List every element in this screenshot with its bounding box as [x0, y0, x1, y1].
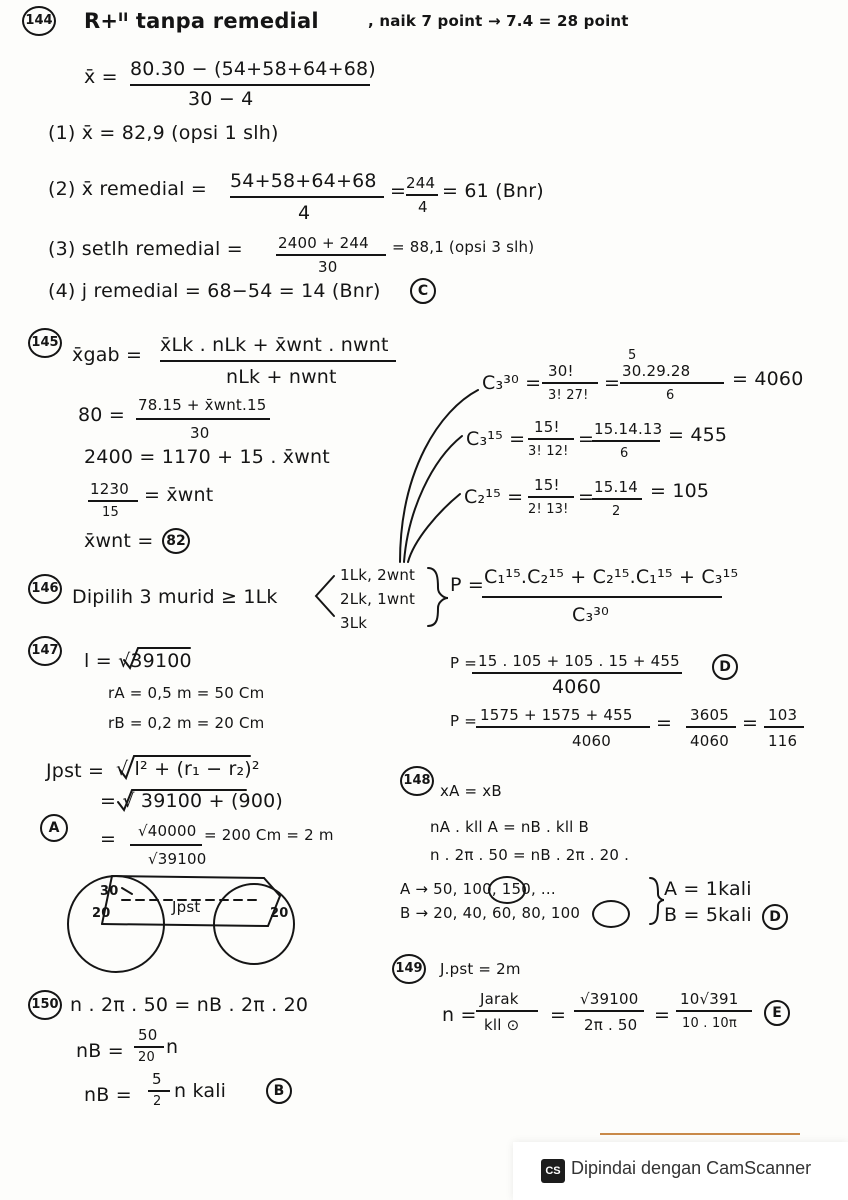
- p146-p-denominator: C₃³⁰: [572, 604, 609, 626]
- comb-c15-3-den: 3! 12!: [528, 444, 569, 459]
- p144-option-3-result: = 88,1 (opsi 3 slh): [392, 238, 535, 256]
- comb-c30-result: = 4060: [732, 368, 804, 390]
- p144-option-3-numerator: 2400 + 244: [278, 234, 369, 252]
- p147-l: l = √39100: [84, 650, 192, 672]
- p146-case-3: 3Lk: [340, 614, 368, 632]
- p144-option-4: (4) j remedial = 68−54 = 14 (Bnr): [48, 280, 381, 302]
- p149-n-lhs: n =: [442, 1004, 477, 1026]
- p150-line3-num: 5: [152, 1070, 162, 1088]
- p149-n-den: kll ⊙: [484, 1016, 520, 1034]
- p147-line3-denominator: √39100: [148, 850, 207, 868]
- p147-answer: A: [40, 814, 68, 842]
- p144-option-2-mid-den: 4: [418, 198, 428, 216]
- p148-result-a: A = 1kali: [664, 878, 752, 900]
- p149-n-num: Jarak: [480, 990, 519, 1008]
- comb-c30-mid-num: 30.29.28: [622, 362, 691, 380]
- p144-option-2-numerator: 54+58+64+68: [230, 170, 377, 192]
- problem-number-146: 146: [28, 574, 62, 604]
- sqrt-sign: [120, 756, 250, 778]
- comb-c15-3-num: 15!: [534, 418, 560, 436]
- sqrt-sign: [118, 790, 246, 810]
- p149-answer: E: [764, 1000, 790, 1026]
- p150-line2-den: 20: [138, 1050, 155, 1065]
- p144-option-3-lhs: (3) setlh remedial =: [48, 238, 243, 260]
- p146-case-1: 1Lk, 2wnt: [340, 566, 416, 584]
- p148-line1: xA = xB: [440, 782, 502, 800]
- p146-text: Dipilih 3 murid ≥ 1Lk: [72, 586, 278, 608]
- comb-c15-2-mid-num: 15.14: [594, 478, 638, 496]
- p146-p2-denominator: 4060: [552, 676, 602, 698]
- p146-p-numerator: C₁¹⁵.C₂¹⁵ + C₂¹⁵.C₁¹⁵ + C₃¹⁵: [484, 566, 739, 588]
- p148-line2: nA . kll A = nB . kll B: [430, 818, 590, 836]
- p148-result-b: B = 5kali: [664, 904, 752, 926]
- scan-edge-line: [600, 1133, 800, 1135]
- p150-line1: n . 2π . 50 = nB . 2π . 20: [70, 994, 309, 1016]
- case-brace-left: [316, 576, 334, 616]
- p144-answer: C: [410, 278, 436, 304]
- problem-number-150: 150: [28, 990, 62, 1020]
- p147-figure-20a: 20: [92, 906, 111, 921]
- p146-p3-result-num: 103: [768, 706, 798, 724]
- p149-line1: J.pst = 2m: [440, 960, 521, 978]
- p144-option-2-lhs: (2) x̄ remedial =: [48, 178, 207, 200]
- comb-c30-mid-den: 6: [666, 388, 675, 403]
- comb-c15-2-num: 15!: [534, 476, 560, 494]
- p147-line3-lhs: =: [100, 828, 117, 850]
- p146-p2-lhs: P =: [450, 654, 477, 672]
- belt-top: [112, 876, 264, 878]
- p145-answer: 82: [162, 528, 190, 554]
- pulley-b: [214, 884, 294, 964]
- p144-option-2-result: = 61 (Bnr): [442, 180, 544, 202]
- p147-jpst-expr: √ l² + (r₁ − r₂)²: [116, 758, 260, 780]
- p150-line3-den: 2: [153, 1094, 162, 1109]
- comb-c15-2-result: = 105: [650, 480, 710, 502]
- p144-mean-denominator: 30 − 4: [188, 88, 254, 110]
- p148-seq-a: A → 50, 100, 150, ...: [400, 880, 556, 898]
- p150-line3-rhs: n kali: [174, 1080, 227, 1102]
- p146-p3-result-den: 116: [768, 732, 798, 750]
- p146-p3-mid-num: 3605: [690, 706, 729, 724]
- p148-answer: D: [762, 904, 788, 930]
- comb-c15-3-result: = 455: [668, 424, 728, 446]
- p145-numerator: x̄Lk . nLk + x̄wnt . nwnt: [160, 334, 389, 356]
- p146-p3-denominator: 4060: [572, 732, 611, 750]
- p144-option-2-mid-num: 244: [406, 174, 436, 192]
- p145-line3: 2400 = 1170 + 15 . x̄wnt: [84, 446, 330, 468]
- p144-option-2-denominator: 4: [298, 202, 311, 224]
- p147-line2: = √ 39100 + (900): [100, 790, 284, 812]
- p144-option-3-denominator: 30: [318, 258, 338, 276]
- link-stroke: [400, 390, 478, 562]
- tick-mark: [122, 888, 132, 894]
- p146-p3-lhs: P =: [450, 712, 477, 730]
- camscanner-logo-icon: CS: [541, 1159, 565, 1183]
- p147-figure-label: Jpst: [172, 898, 201, 916]
- problem-number-149: 149: [392, 954, 426, 984]
- p145-line2-numerator: 78.15 + x̄wnt.15: [138, 396, 267, 414]
- p147-line3-result: = 200 Cm = 2 m: [204, 826, 334, 844]
- p150-answer: B: [266, 1078, 292, 1104]
- scanned-page: 144 R+ᴵᴵ tanpa remedial , naik 7 point → 7.4 = 28 point x̄ = 80.30 − (54+58+64+68) 30 − 4 (1) x̄ = 82,9 (opsi 1 slh) (2) x̄ remedial = 54+58+64+68 4 = 244 4 = 61 (Bnr) (3) setlh remedial = 2400 + 244 30 = 88,1 (opsi 3 slh) (4) j remedial = 68−54 = 14 (Bnr) C 145 x̄gab = x̄Lk . nLk + x̄wnt . nwnt nLk + nwnt 80 = 78.15 + x̄wnt.15 30 2400 = 1170 + 15 . x̄wnt 1230 15 = x̄wnt x̄wnt = 82 C₃³⁰ = 30! 3! 27! = 5 30.29.28 6 = 4060 C₃¹⁵ = 15! 3! 12! = 15.14.13 6 = 455 C₂¹⁵ = 15! 2! 13! = 15.14 2 = 105 146 Dipilih 3 murid ≥ 1Lk 1Lk, 2wnt 2Lk, 1wnt 3Lk P = C₁¹⁵.C₂¹⁵ + C₂¹⁵.C₁¹⁵ + C₃¹⁵ C₃³⁰ P = 15 . 105 + 105 . 15 + 455 4060 D P = 1575 + 1575 + 455 4060 = 3605 4060 = 103 116 147 l = √39100 rA = 0,5 m = 50 Cm rB = 0,2 m = 20 Cm Jpst = √ l² + (r₁ − r₂)² = √ 39100 + (900) A = √40000 √39100 = 200 Cm = 2 m 30 20 20 Jpst 148 xA = xB nA . kll A = nB . kll B n . 2π . 50 = nB . 2π . 20 . A → 50, 100, 150, ... B → 20, 40, 60, 80, 100 A = 1kali B = 5kali D 149 J.pst = 2m n = Jarak kll ⊙ = √39100 2π . 50 = 10√391 10 . 10π E 150 n . 2π . 50 = nB . 2π . 20 nB = 50 20 n nB = 5 2 n kali B CS Dipindai dengan CamScanner: [0, 0, 848, 1200]
- p146-p-lhs: P =: [450, 574, 485, 596]
- p144-header: R+ᴵᴵ tanpa remedial: [84, 9, 319, 33]
- p149-mid-den: 2π . 50: [584, 1016, 638, 1034]
- p146-case-2: 2Lk, 1wnt: [340, 590, 416, 608]
- sqrt-sign: [124, 648, 190, 668]
- problem-number-148: 148: [400, 766, 434, 796]
- p146-answer: D: [712, 654, 738, 680]
- comb-c15-2-mid-den: 2: [612, 504, 621, 519]
- p145-denominator: nLk + nwnt: [226, 366, 337, 388]
- p150-line3-lhs: nB =: [84, 1084, 132, 1106]
- p147-jpst-lhs: Jpst =: [46, 760, 105, 782]
- p145-line2-denominator: 30: [190, 424, 210, 442]
- comb-c15-3-mid-den: 6: [620, 446, 629, 461]
- problem-number-147: 147: [28, 636, 62, 666]
- p149-mid-num: √39100: [580, 990, 639, 1008]
- p146-p2-numerator: 15 . 105 + 105 . 15 + 455: [478, 652, 680, 670]
- p146-p3-numerator: 1575 + 1575 + 455: [480, 706, 633, 724]
- comb-c30-den: 3! 27!: [548, 388, 589, 403]
- p147-figure-30: 30: [100, 884, 119, 899]
- p147-ra: rA = 0,5 m = 50 Cm: [108, 684, 265, 702]
- p149-result-num: 10√391: [680, 990, 739, 1008]
- p145-lhs: x̄gab =: [72, 344, 143, 366]
- p148-brace: [650, 878, 664, 924]
- p144-option-1: (1) x̄ = 82,9 (opsi 1 slh): [48, 122, 279, 144]
- p145-line5: x̄wnt =: [84, 530, 154, 552]
- camscanner-text: Dipindai dengan CamScanner: [571, 1158, 812, 1178]
- p149-result-den: 10 . 10π: [682, 1016, 737, 1031]
- comb-c15-2-den: 2! 13!: [528, 502, 569, 517]
- comb-c15-2-lhs: C₂¹⁵ =: [464, 486, 524, 508]
- p145-line2-lhs: 80 =: [78, 404, 125, 426]
- p145-line4-numerator: 1230: [90, 480, 129, 498]
- comb-c30-lhs: C₃³⁰ =: [482, 372, 542, 394]
- belt-left: [102, 876, 112, 924]
- p146-p3-mid-den: 4060: [690, 732, 729, 750]
- p148-seq-b: B → 20, 40, 60, 80, 100: [400, 904, 581, 922]
- p144-mean-numerator: 80.30 − (54+58+64+68): [130, 58, 376, 80]
- p144-mean-lhs: x̄ =: [84, 66, 118, 88]
- p147-rb: rB = 0,2 m = 20 Cm: [108, 714, 265, 732]
- belt-bottom: [102, 924, 268, 926]
- p150-line2-rhs: n: [166, 1036, 179, 1058]
- comb-c15-3-lhs: C₃¹⁵ =: [466, 428, 526, 450]
- comb-c15-3-mid-num: 15.14.13: [594, 420, 663, 438]
- p150-line2-lhs: nB =: [76, 1040, 124, 1062]
- p150-line2-num: 50: [138, 1026, 158, 1044]
- p145-line4-denominator: 15: [102, 505, 119, 520]
- p145-line4-rhs: = x̄wnt: [144, 484, 214, 506]
- p147-line3-numerator: √40000: [138, 822, 197, 840]
- problem-number-144: 144: [22, 6, 56, 36]
- camscanner-watermark: [513, 1142, 848, 1200]
- p147-figure-20b: 20: [270, 906, 289, 921]
- problem-number-145: 145: [28, 328, 62, 358]
- p144-header-note: , naik 7 point → 7.4 = 28 point: [368, 12, 629, 30]
- case-brace-right: [428, 568, 448, 626]
- comb-c30-mark: 5: [628, 348, 637, 363]
- p148-line3: n . 2π . 50 = nB . 2π . 20 .: [430, 846, 630, 864]
- comb-c30-num: 30!: [548, 362, 574, 380]
